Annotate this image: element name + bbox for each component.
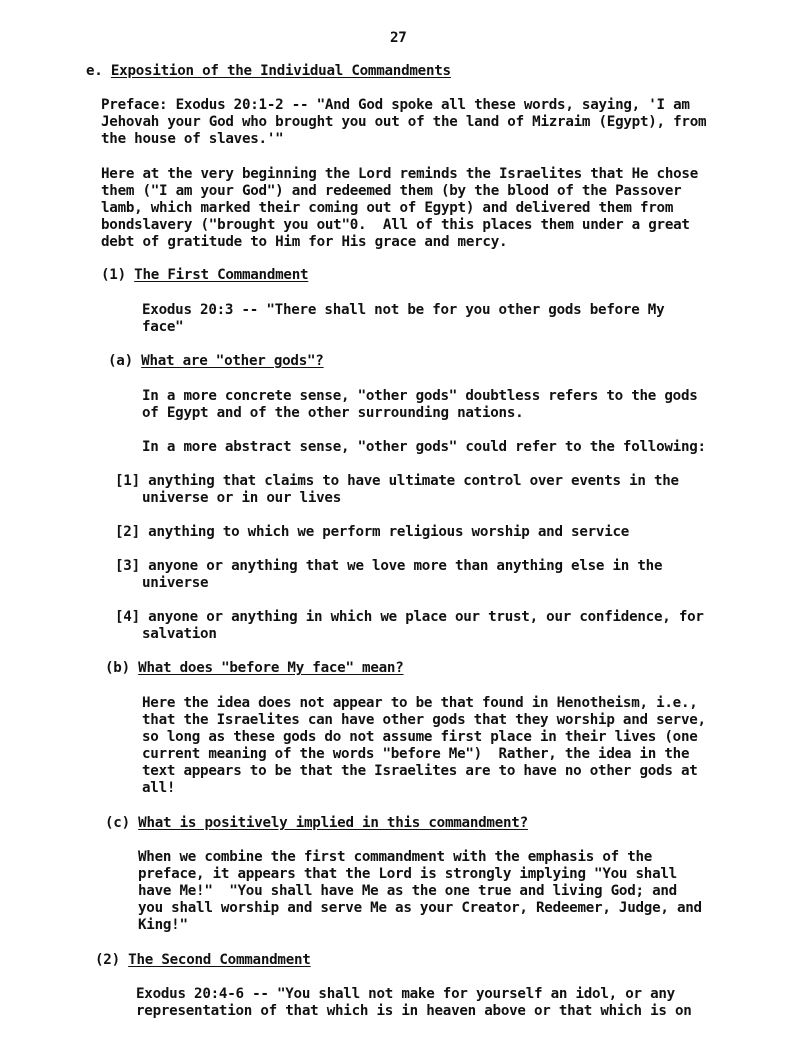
a-marker: (a)	[108, 353, 133, 369]
second-commandment-heading	[95, 952, 311, 969]
list-item-marker: [4]	[115, 609, 140, 625]
first-title: The First Commandment	[134, 267, 309, 283]
b-line-3: so long as these gods do not assume first place in their lives (one	[142, 729, 698, 745]
c-line-1: When we combine the first commandment with the emphasis of the	[138, 849, 653, 865]
subsection-b-heading	[105, 660, 404, 677]
first-commandment-heading	[101, 267, 308, 284]
b-title: What does "before My face" mean?	[138, 660, 404, 676]
a-title: What are "other gods"?	[141, 353, 324, 369]
c-line-4: you shall worship and serve Me as your Creator, Redeemer, Judge, and	[138, 900, 702, 916]
intro-line-2: them ("I am your God") and redeemed them (by the blood of the Passover	[101, 183, 682, 199]
list-item-marker: [3]	[115, 558, 140, 574]
intro-line-1: Here at the very beginning the Lord reminds the Israelites that He chose	[101, 166, 698, 182]
a-p1-line-2: of Egypt and of the other surrounding nations.	[142, 405, 524, 421]
b-line-4: current meaning of the words "before Me") Rather, the idea in the	[142, 746, 690, 762]
b-line-2: that the Israelites can have other gods that they worship and serve,	[142, 712, 706, 728]
intro-line-3: lamb, which marked their coming out of Egypt) and delivered them from	[101, 200, 674, 216]
subsection-a-heading	[108, 353, 324, 370]
c-line-3: have Me!" "You shall have Me as the one true and living God; and	[138, 883, 677, 899]
b-line-1: Here the idea does not appear to be that found in Henotheism, i.e.,	[142, 695, 698, 711]
second-verse-line-1: Exodus 20:4-6 -- "You shall not make for yourself an idol, or any	[136, 986, 675, 1002]
subsection-c-heading	[105, 815, 528, 832]
list-item	[115, 473, 679, 490]
section-title: Exposition of the Individual Commandments	[110, 63, 451, 79]
a-p2: In a more abstract sense, "other gods" could refer to the following:	[142, 439, 706, 455]
list-item-text: anyone or anything that we love more than anything else in the	[148, 558, 663, 574]
list-item-marker: [1]	[115, 473, 140, 489]
list-item-marker: [2]	[115, 524, 140, 540]
second-title: The Second Commandment	[128, 952, 311, 968]
c-title: What is positively implied in this commandment?	[138, 815, 528, 831]
list-item	[115, 609, 704, 626]
preface-line-2: Jehovah your God who brought you out of the land of Mizraim (Egypt), from	[101, 114, 707, 130]
c-line-5: King!"	[138, 917, 188, 933]
b-marker: (b)	[105, 660, 130, 676]
first-marker: (1)	[101, 267, 126, 283]
second-verse-line-2: representation of that which is in heaven above or that which is on	[136, 1003, 692, 1019]
list-item	[115, 558, 662, 575]
list-item	[115, 524, 629, 541]
intro-line-5: debt of gratitude to Him for His grace and mercy.	[101, 234, 508, 250]
list-item-text: anything to which we perform religious worship and service	[148, 524, 630, 540]
first-verse-line-1: Exodus 20:3 -- "There shall not be for you other gods before My	[142, 302, 665, 318]
list-item-text: anyone or anything in which we place our trust, our confidence, for	[148, 609, 704, 625]
list-item-continuation: salvation	[142, 626, 217, 642]
preface-line-3: the house of slaves.'"	[101, 131, 284, 147]
list-item-text: anything that claims to have ultimate control over events in the	[148, 473, 679, 489]
a-p1-line-1: In a more concrete sense, "other gods" doubtless refers to the gods	[142, 388, 698, 404]
list-item-continuation: universe	[142, 575, 209, 591]
c-line-2: preface, it appears that the Lord is strongly implying "You shall	[138, 866, 677, 882]
c-marker: (c)	[105, 815, 130, 831]
section-heading	[86, 63, 451, 80]
page-number: 27	[390, 30, 407, 46]
first-verse-line-2: face"	[142, 319, 184, 335]
list-item-continuation: universe or in our lives	[142, 490, 341, 506]
intro-line-4: bondslavery ("brought you out"0. All of this places them under a great	[101, 217, 690, 233]
b-line-6: all!	[142, 780, 176, 796]
b-line-5: text appears to be that the Israelites are to have no other gods at	[142, 763, 698, 779]
second-marker: (2)	[95, 952, 120, 968]
section-marker: e.	[86, 63, 103, 79]
preface-line-1: Preface: Exodus 20:1-2 -- "And God spoke all these words, saying, 'I am	[101, 97, 690, 113]
